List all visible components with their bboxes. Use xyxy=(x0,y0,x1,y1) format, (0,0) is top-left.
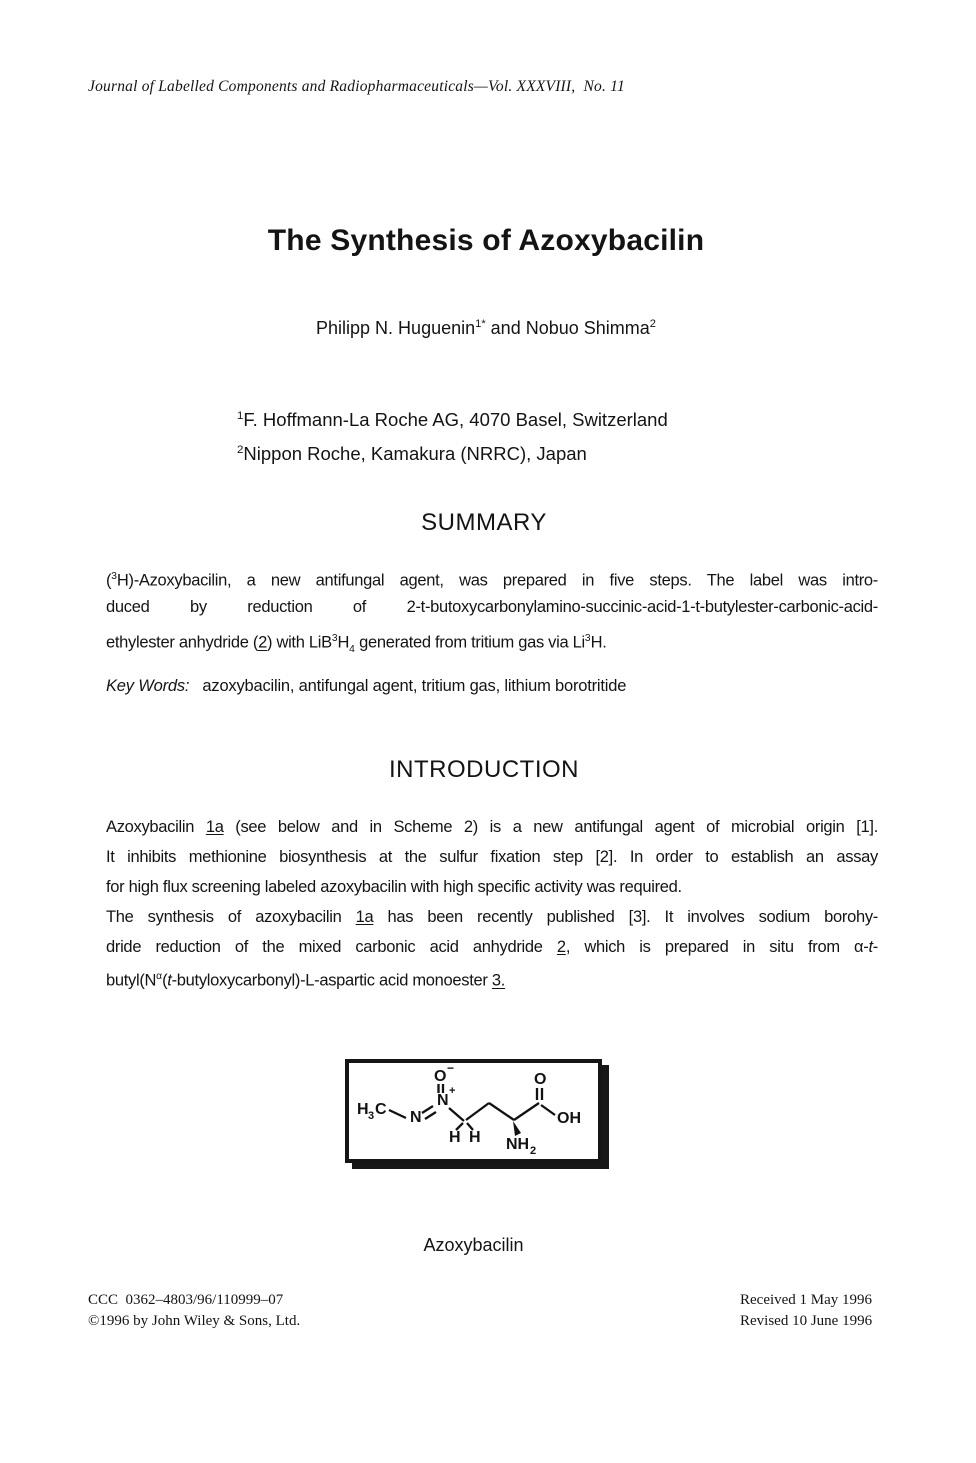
introduction-paragraphs xyxy=(106,812,878,992)
azo-n2-label: N xyxy=(437,1092,449,1109)
keywords-line: Key Words: azoxybacilin, antifungal agent, tritium gas, lithium borotritide xyxy=(106,677,627,695)
received-date-line: Received 1 May 1996 xyxy=(740,1292,873,1308)
summary-paragraph xyxy=(106,561,878,654)
methyl-h-label: H xyxy=(357,1101,369,1118)
intro-line-2: It inhibits methionine biosynthesis at the sulfur fixation step [2]. In order to establish an assay xyxy=(106,848,878,866)
footer-right xyxy=(740,1290,970,1332)
figure-caption: Azoxybacilin xyxy=(423,1235,524,1255)
affiliation-1: $^1$F. Hoffmann-La Roche AG, 4070 Basel, Switzerland xyxy=(237,409,668,431)
methylene-h2-label: H xyxy=(469,1129,481,1146)
stereo-wedge-bond xyxy=(513,1121,521,1136)
footer-left xyxy=(88,1290,508,1332)
affiliation-2: $^2$Nippon Roche, Kamakura (NRRC), Japan xyxy=(237,443,587,465)
n2-plus-charge: + xyxy=(449,1085,456,1097)
carbonyl-o-label: O xyxy=(534,1071,547,1088)
affiliations xyxy=(237,401,837,469)
amine-nh-label: NH xyxy=(506,1136,530,1153)
summary-line-2: duced by reduction of 2-t-butoxycarbonylamino-succinic-acid-1-t-butylester-carbonic-acid- xyxy=(106,598,878,616)
intro-line-1: Azoxybacilin 1a (see below and in Scheme 2) is a new antifungal agent of microbial origin [1]. xyxy=(106,818,878,836)
intro-line-6: $butyl(N^\alpha(t-butyloxycarbonyl)-L$-aspartic acid monoester 3. xyxy=(106,971,506,990)
methylene-h1-label: H xyxy=(449,1129,461,1146)
oxide-o-label: O xyxy=(434,1068,447,1085)
intro-line-4: The synthesis of azoxybacilin 1a has been recently published [3]. It involves sodium borohy- xyxy=(106,908,878,926)
authors-line: Philipp N. Huguenin$^{1*}$ and Nobuo Shimma$^2$ xyxy=(316,318,656,338)
journal-running-head: Journal of Labelled Components and Radiopharmaceuticals—Vol. XXXVIII, No. 11 xyxy=(88,78,625,95)
summary-line-1: ($^3$H)-Azoxybacilin, a new antifungal agent, was prepared in five steps. The label was intro- xyxy=(106,571,878,590)
page-title: The Synthesis of Azoxybacilin xyxy=(267,224,705,257)
revised-date-line: Revised 10 June 1996 xyxy=(740,1313,873,1329)
azoxybacilin-structure-drawing xyxy=(349,1063,598,1159)
ccc-code-line: CCC 0362–4803/96/110999–07 xyxy=(88,1292,284,1308)
amine-2-label: 2 xyxy=(530,1145,537,1157)
copyright-line: ©1996 by John Wiley & Sons, Ltd. xyxy=(88,1313,301,1329)
azo-n1-label: N xyxy=(410,1109,422,1126)
structure-figure-box xyxy=(345,1059,602,1163)
introduction-heading: INTRODUCTION xyxy=(389,756,579,783)
summary-heading: SUMMARY xyxy=(421,509,547,536)
intro-line-5: dride reduction of the mixed carbonic acid anhydride 2, which is prepared in situ from α-t- xyxy=(106,938,878,956)
summary-line-3: ethylester anhydride (2) with $LiB^3H_4$ generated from tritium gas via Li$^3$H. xyxy=(106,633,607,654)
intro-line-3: for high flux screening labeled azoxybacilin with high specific activity was required. xyxy=(106,878,682,896)
hydroxyl-oh-label: OH xyxy=(557,1110,581,1127)
oxide-minus-charge: − xyxy=(447,1063,455,1075)
methyl-c-label: C xyxy=(375,1101,387,1118)
methyl-3-label: 3 xyxy=(368,1110,375,1122)
